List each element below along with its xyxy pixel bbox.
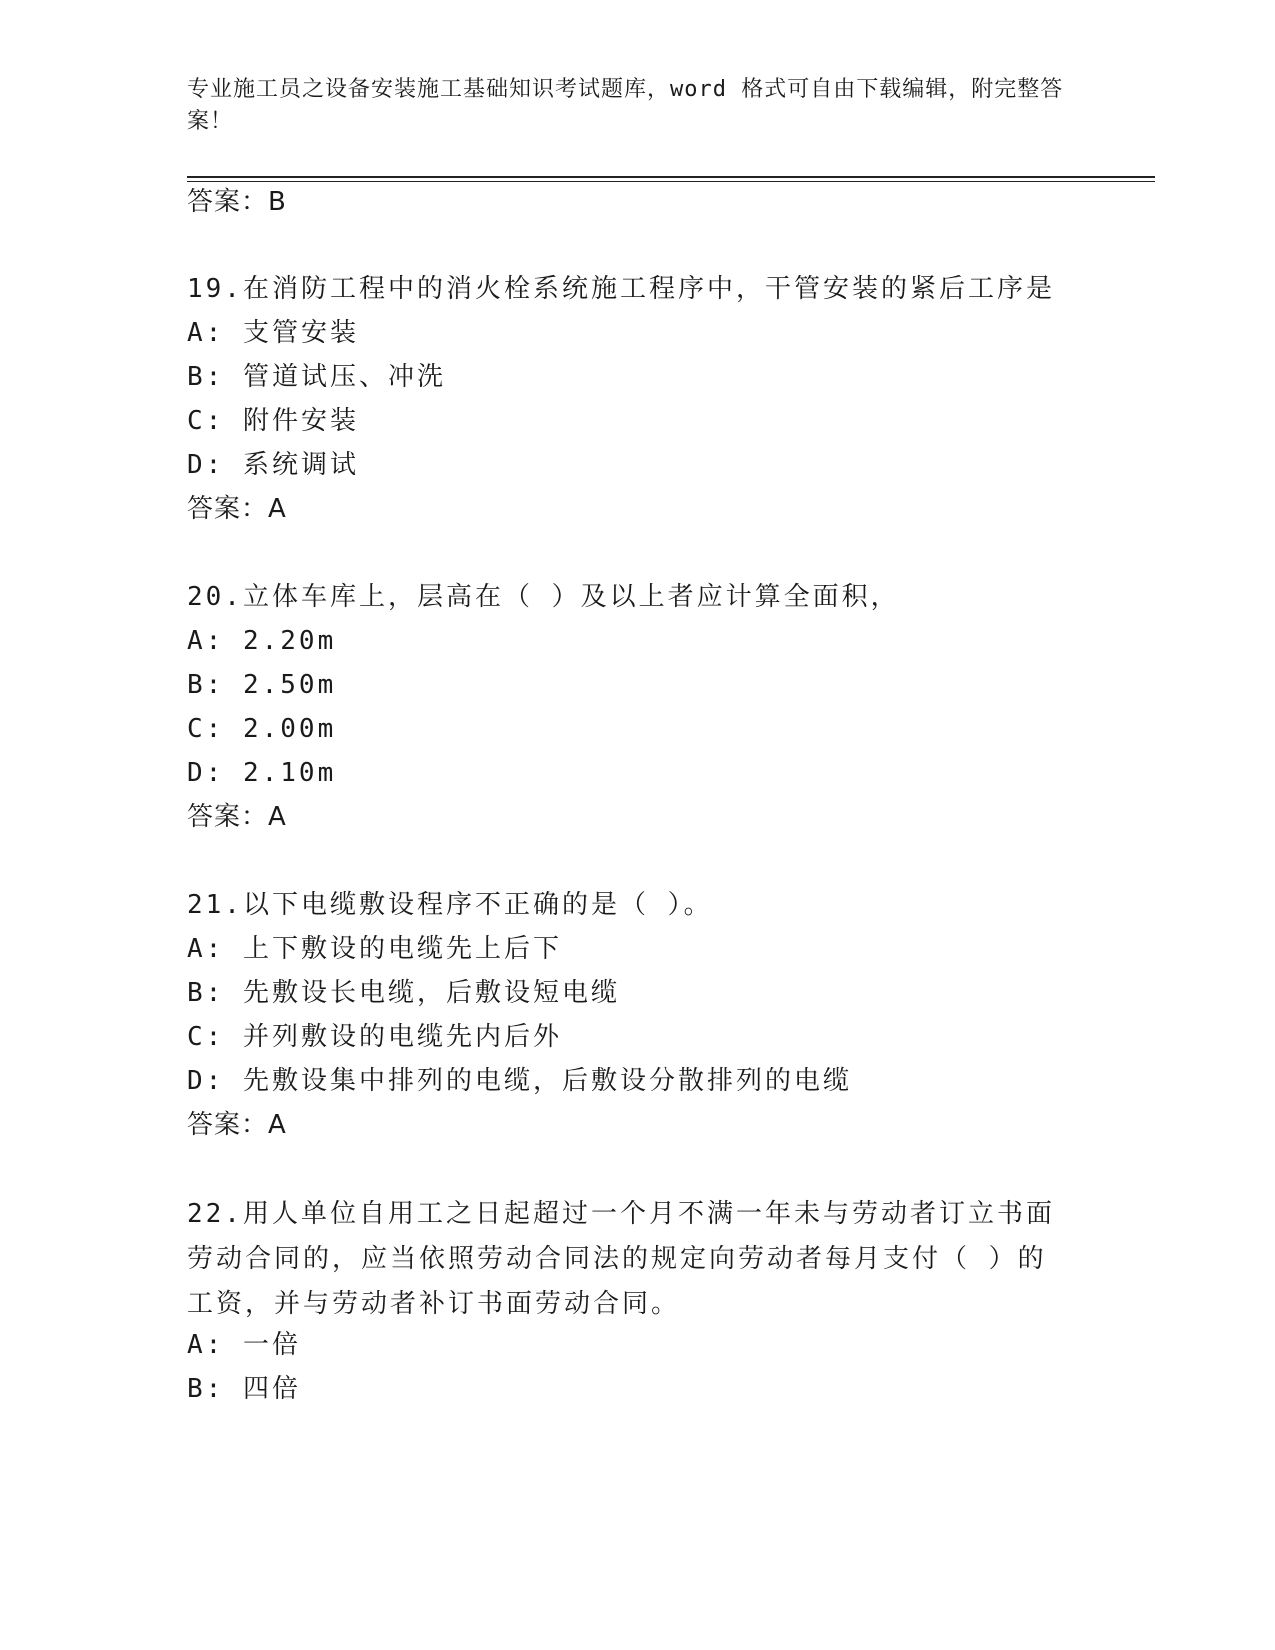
- previous-answer: 答案：B: [187, 187, 287, 217]
- question-20-option-b: B: 2.50m: [187, 670, 337, 700]
- question-20-option-d: D: 2.10m: [187, 758, 337, 788]
- question-22-option-a: A: 一倍: [187, 1330, 301, 1360]
- question-19-option-d: D: 系统调试: [187, 450, 359, 480]
- question-20-answer: 答案：A: [187, 802, 287, 832]
- question-19-option-b: B: 管道试压、冲洗: [187, 362, 446, 392]
- header-rule-thick: [187, 176, 1155, 178]
- question-21-stem: 21.以下电缆敷设程序不正确的是（ ）。: [187, 890, 713, 920]
- question-20-stem: 20.立体车库上，层高在（ ）及以上者应计算全面积，: [187, 582, 900, 612]
- question-19-option-a: A: 支管安装: [187, 318, 359, 348]
- question-19-stem: 19.在消防工程中的消火栓系统施工程序中，干管安装的紧后工序是: [187, 274, 1055, 304]
- question-22-option-b: B: 四倍: [187, 1374, 301, 1404]
- question-19-option-c: C: 附件安装: [187, 406, 359, 436]
- question-20-option-c: C: 2.00m: [187, 714, 337, 744]
- question-19-answer: 答案：A: [187, 494, 287, 524]
- question-21-option-d: D: 先敷设集中排列的电缆，后敷设分散排列的电缆: [187, 1066, 852, 1096]
- question-22-stem: 22.用人单位自用工之日起超过一个月不满一年未与劳动者订立书面劳动合同的，应当依照劳动合同法的规定向劳动者每月支付（ ）的工资，并与劳动者补订书面劳动合同。: [187, 1199, 1055, 1319]
- question-21-option-c: C: 并列敷设的电缆先内后外: [187, 1022, 562, 1052]
- question-21-answer: 答案：A: [187, 1110, 287, 1140]
- question-20-option-a: A: 2.20m: [187, 626, 337, 656]
- question-21-option-a: A: 上下敷设的电缆先上后下: [187, 934, 562, 964]
- header-rule-thin: [187, 181, 1155, 182]
- question-21-option-b: B: 先敷设长电缆，后敷设短电缆: [187, 978, 620, 1008]
- document-header: 专业施工员之设备安装施工基础知识考试题库，word 格式可自由下载编辑，附完整答案！: [187, 77, 1064, 134]
